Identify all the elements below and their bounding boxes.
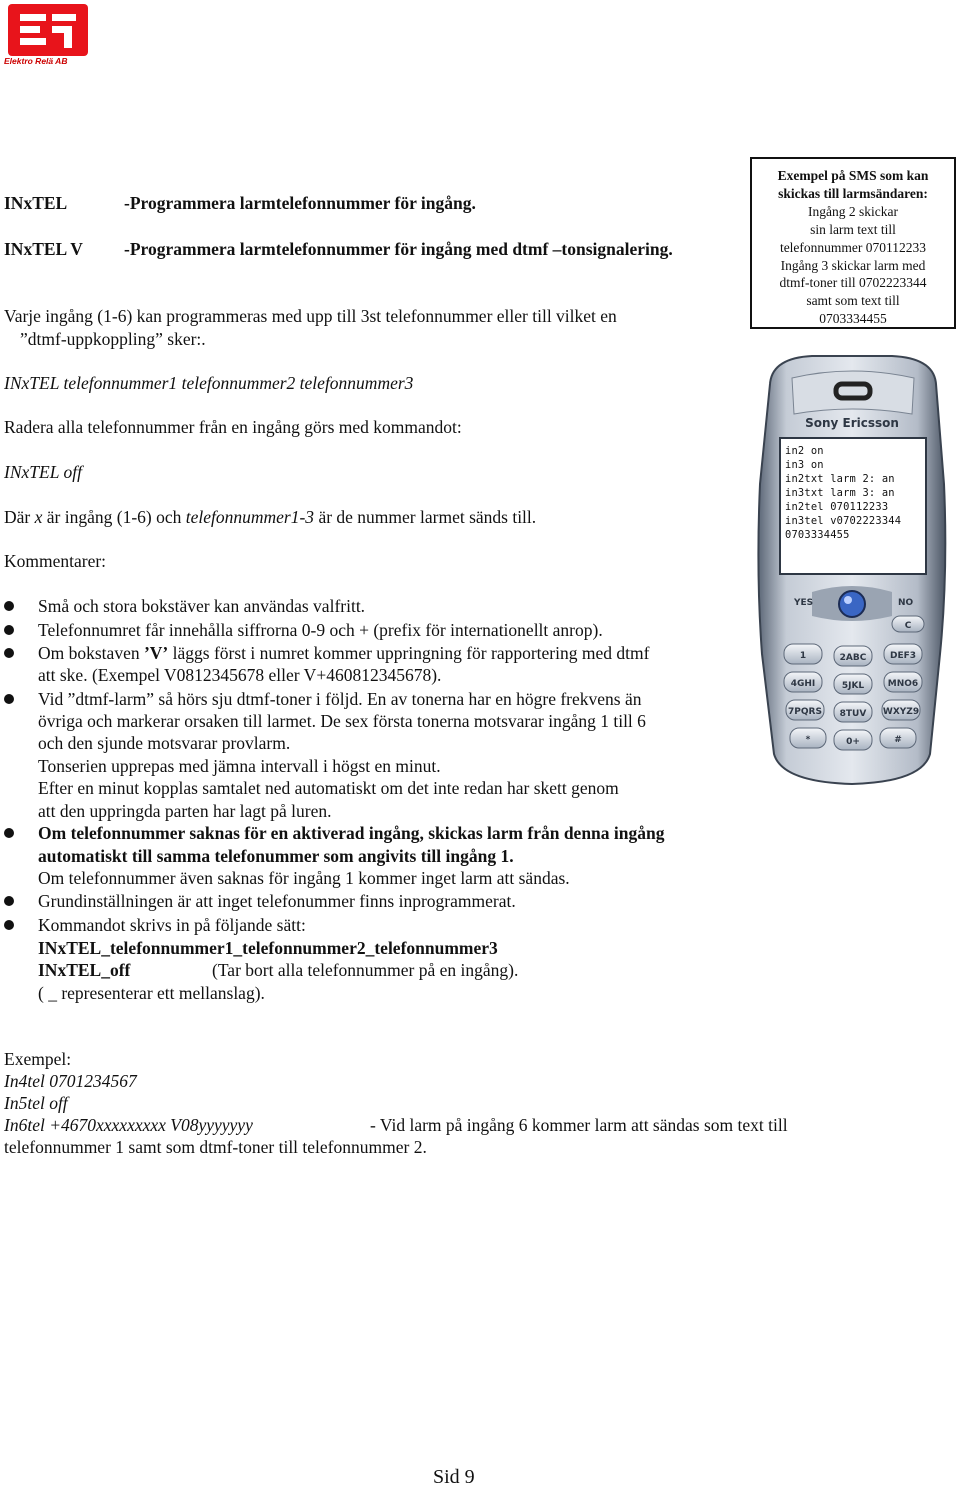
example-label: Exempel: [4, 1049, 72, 1069]
page-number: Sid 9 [433, 1466, 475, 1488]
bullet-3-post: läggs först i numret kommer uppringning för rapportering med dtmf [168, 643, 650, 663]
example-line-2: In5tel off [4, 1093, 68, 1113]
screen-line: in3txt larm 3: an [785, 487, 895, 499]
bullet-7-cmd-desc: (Tar bort alla telefonnummer på en ingång). [212, 960, 519, 980]
screen-line: in3tel v0702223344 [785, 515, 902, 527]
screen-line: in3 on [785, 459, 824, 471]
cmd-intel-v-desc: -Programmera larmtelefonnummer för ingång med dtmf –tonsignalering. [124, 239, 673, 259]
example-line-3: In6tel +4670xxxxxxxxx V08yyyyyyy [4, 1115, 253, 1135]
sms-box-line: samt som text till [806, 293, 900, 309]
sms-box-line: sin larm text till [810, 221, 896, 237]
mobile-phone-image [752, 354, 952, 786]
bullet-4-line-6: att den uppringda parten har lagt på luren. [38, 801, 332, 821]
screen-line: 0703334455 [785, 529, 850, 541]
bullet-dot [4, 601, 14, 611]
key-star: * [805, 735, 811, 745]
cmd-intel-desc: -Programmera larmtelefonnummer för ingång. [124, 193, 476, 213]
bullet-5-line-2: automatiskt till samma telefonummer som angivits till ingång 1. [38, 846, 514, 866]
delete-text: Radera alla telefonnummer från en ingång görs med kommandot: [4, 417, 462, 437]
example-line-3-desc: - Vid larm på ingång 6 kommer larm att sändas som text till [370, 1115, 788, 1135]
where-text-2: är ingång (1-6) och [42, 507, 186, 527]
key-4: 4GHI [790, 679, 816, 689]
key-7: 7PQRS [788, 707, 822, 717]
phone-brand: Sony Ericsson [805, 416, 899, 430]
key-5: 5JKL [841, 681, 865, 691]
screen-line: in2tel 070112233 [785, 501, 889, 513]
sms-box-line: dtmf-toner till 0702223344 [779, 275, 927, 291]
bullet-7-line-4: ( _ representerar ett mellanslag). [38, 983, 265, 1003]
bullet-7-line-1: Kommandot skrivs in på följande sätt: [38, 915, 306, 935]
sms-box-line: telefonnummer 070112233 [779, 239, 927, 255]
bullet-2: Telefonnumret får innehålla siffrorna 0-9 och + (prefix för internationellt anrop). [38, 620, 603, 640]
where-line [4, 506, 536, 528]
bullet-dot [4, 625, 14, 635]
key-8: 8TUV [839, 709, 867, 719]
sms-box-line: Ingång 2 skickar [808, 203, 898, 219]
key-3: DEF3 [889, 651, 917, 661]
where-telefonnummer: telefonnummer1-3 [185, 507, 315, 527]
where-text-3: är de nummer larmet sänds till. [314, 507, 537, 527]
sms-box-title-1: Exempel på SMS som kan [777, 168, 929, 183]
bullet-4-line-2: övriga och markerar orsaken till larmet. De sex första tonerna motsvarar ingång 1 till 6 [38, 711, 646, 731]
delete-command: INxTEL off [4, 462, 82, 482]
bullet-7-cmd: INxTEL_off [38, 960, 131, 980]
bullet-dot [4, 920, 14, 930]
intro-line-2: ”dtmf-uppkoppling” sker:. [20, 329, 206, 349]
bullet-4-line-3: och den sjunde motsvarar provlarm. [38, 733, 291, 753]
key-2: 2ABC [839, 653, 867, 663]
bullet-dot [4, 828, 14, 838]
bullet-1: Små och stora bokstäver kan användas valfritt. [38, 596, 366, 616]
sms-box-line: Ingång 3 skickar larm med [780, 257, 926, 273]
bullet-3-bold: ’V’ [143, 643, 169, 663]
cmd-intel-v: INxTEL V [4, 239, 83, 259]
company-name: Elektro Relä AB [4, 56, 68, 66]
bullet-4-line-1: Vid ”dtmf-larm” så hörs sju dtmf-toner i följd. En av tonerna har en högre frekvens än [38, 689, 642, 709]
screen-line: in2txt larm 2: an [785, 473, 895, 485]
cmd-intel: INxTEL [4, 193, 68, 213]
where-text-1: Där [4, 507, 35, 527]
example-line-4: telefonnummer 1 samt som dtmf-toner till telefonnummer 2. [4, 1137, 427, 1157]
sms-box-title-2: skickas till larmsändaren: [778, 185, 928, 201]
where-x: x [34, 507, 43, 527]
screen-line: in2 on [785, 445, 824, 457]
bullet-4-line-5: Efter en minut kopplas samtalet ned automatiskt om det inte redan har skett genom [38, 778, 619, 798]
bullet-4-line-4: Tonserien upprepas med jämna intervall i högst en minut. [38, 756, 441, 776]
yes-key: YES [794, 598, 814, 608]
syntax-line: INxTEL telefonnummer1 telefonnummer2 telefonnummer3 [4, 373, 414, 393]
no-key: NO [898, 598, 914, 608]
bullet-dot [4, 648, 14, 658]
bullet-dot [4, 896, 14, 906]
sms-example-box [750, 157, 956, 329]
bullet-3-line-2: att ske. (Exempel V0812345678 eller V+460812345678). [38, 665, 442, 685]
key-1: 1 [799, 651, 807, 661]
clear-key: C [904, 621, 912, 631]
comments-label: Kommentarer: [4, 551, 107, 571]
phone-screen-text [785, 444, 901, 542]
bullet-7-line-2: INxTEL_telefonnummer1_telefonnummer2_telefonnummer3 [38, 938, 498, 958]
example-line-1: In4tel 0701234567 [4, 1071, 137, 1091]
bullet-3-line-1 [38, 642, 649, 664]
intro-line-1: Varje ingång (1-6) kan programmeras med upp till 3st telefonnummer eller till vilket en [4, 306, 617, 326]
key-6: MNO6 [887, 679, 919, 689]
bullet-5-line-3: Om telefonnummer även saknas för ingång 1 kommer inget larm att sändas. [38, 868, 570, 888]
key-0: 0+ [846, 737, 860, 747]
bullet-5-line-1: Om telefonnummer saknas för en aktiverad ingång, skickas larm från denna ingång [38, 823, 665, 843]
bullet-6: Grundinställningen är att inget telefonummer finns inprogrammerat. [38, 891, 516, 911]
bullet-3-pre: Om bokstaven [38, 643, 144, 663]
sms-box-line: 0703334455 [819, 311, 887, 327]
key-hash: # [894, 735, 902, 745]
bullet-dot [4, 694, 14, 704]
key-9: WXYZ9 [882, 707, 920, 717]
